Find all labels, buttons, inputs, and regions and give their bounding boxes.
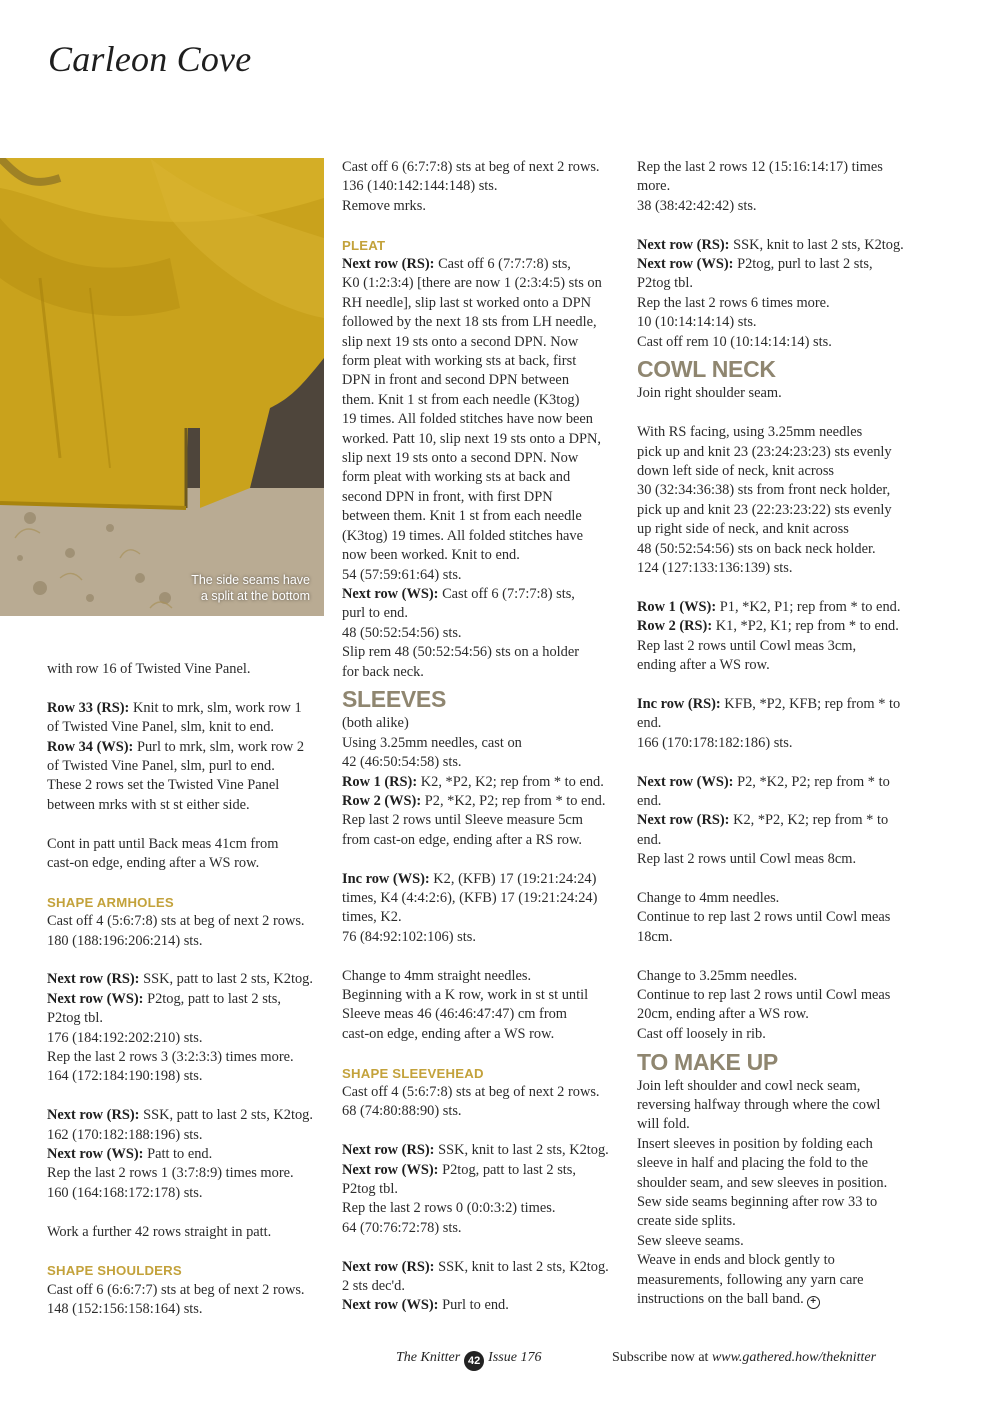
row-instruction bbox=[637, 811, 927, 830]
text-line: 76 (84:92:102:106) sts. bbox=[342, 928, 476, 945]
caption-line: a split at the bottom bbox=[200, 589, 310, 603]
text-line: pick up and knit 23 (22:23:23:22) sts evenly bbox=[637, 501, 892, 518]
row-text: K1, *P2, K1; rep from * to end. bbox=[715, 618, 899, 635]
text-line: from cast-on edge, ending after a RS row. bbox=[342, 831, 583, 848]
issue-number: Issue 176 bbox=[488, 1350, 542, 1365]
text-line: form pleat with working sts at back, first bbox=[342, 353, 577, 370]
row-label: Next row (RS): bbox=[342, 256, 435, 273]
text-line: With RS facing, using 3.25mm needles bbox=[637, 424, 863, 441]
text-line: for back neck. bbox=[342, 663, 424, 680]
text-line: slip next 19 sts onto a second DPN. Now bbox=[342, 333, 579, 350]
text-line: create side splits. bbox=[637, 1213, 736, 1230]
text-line: between mrks with st st either side. bbox=[47, 796, 250, 813]
row-instruction bbox=[342, 792, 622, 811]
text-line: Cast off 6 (6:6:7:7) sts at beg of next 2 rows. bbox=[47, 1281, 305, 1298]
row-instruction bbox=[637, 695, 927, 714]
text-line: DPN in front and second DPN between bbox=[342, 372, 570, 389]
text-line: Sew side seams beginning after row 33 to bbox=[637, 1193, 878, 1210]
text-line: followed by the next 18 sts from LH needle, bbox=[342, 314, 597, 331]
text-line: Insert sleeves in position by folding each bbox=[637, 1135, 873, 1152]
row-instruction bbox=[47, 990, 332, 1009]
row-text: SSK, knit to last 2 sts, K2tog. bbox=[733, 236, 904, 253]
text-line: Work a further 42 rows straight in patt. bbox=[47, 1223, 272, 1240]
row-text: SSK, patt to last 2 sts, K2tog. bbox=[143, 971, 313, 988]
row-text: Knit to mrk, slm, work row 1 bbox=[132, 699, 302, 716]
text-line bbox=[637, 1290, 927, 1309]
text-line: 148 (152:156:158:164) sts. bbox=[47, 1301, 203, 1318]
text-line: second DPN in front, with first DPN bbox=[342, 488, 553, 505]
row-instruction bbox=[342, 1141, 622, 1160]
text-line: sleeve in half and placing the fold to the bbox=[637, 1155, 868, 1172]
text-line: 162 (170:182:188:196) sts. bbox=[47, 1126, 203, 1143]
sweater-illustration bbox=[0, 158, 324, 616]
row-text: SSK, knit to last 2 sts, K2tog. bbox=[438, 1258, 609, 1275]
row-text: Purl to end. bbox=[442, 1297, 509, 1314]
row-label: Inc row (WS): bbox=[342, 870, 430, 887]
row-instruction bbox=[637, 617, 927, 636]
text-line: up right side of neck, and knit across bbox=[637, 521, 849, 538]
text-line: Rep the last 2 rows 1 (3:7:8:9) times more. bbox=[47, 1165, 294, 1182]
text-line: cast-on edge, ending after a WS row. bbox=[47, 855, 260, 872]
text-line: worked. Patt 10, slip next 19 sts onto a DPN, bbox=[342, 430, 602, 447]
subscribe-text: Subscribe now at bbox=[612, 1350, 709, 1365]
row-instruction bbox=[47, 1145, 332, 1164]
row-instruction bbox=[47, 738, 332, 757]
text-line: Rep last 2 rows until Cowl meas 8cm. bbox=[637, 851, 857, 868]
row-label: Next row (RS): bbox=[47, 971, 140, 988]
text-line: 20cm, ending after a WS row. bbox=[637, 1006, 809, 1023]
row-instruction bbox=[342, 255, 622, 274]
text-line: 18cm. bbox=[637, 928, 673, 945]
row-label: Inc row (RS): bbox=[637, 695, 721, 712]
row-label: Row 2 (RS): bbox=[637, 618, 713, 635]
magazine-name: The Knitter bbox=[396, 1350, 461, 1365]
page-number: 42 bbox=[464, 1351, 484, 1371]
page-title: Carleon Cove bbox=[48, 39, 252, 79]
column-3 bbox=[637, 158, 927, 1309]
text-line: Remove mrks. bbox=[342, 197, 426, 214]
row-instruction bbox=[637, 773, 927, 792]
text-line: Cast off 6 (6:7:7:8) sts at beg of next 2 rows. bbox=[342, 159, 600, 175]
text-line: purl to end. bbox=[342, 605, 408, 622]
text-line: Change to 4mm straight needles. bbox=[342, 967, 532, 984]
text-line: reversing halfway through where the cowl bbox=[637, 1096, 881, 1113]
row-instruction bbox=[637, 255, 927, 274]
row-label: Next row (WS): bbox=[637, 256, 734, 273]
column-1 bbox=[47, 660, 332, 1320]
text-line: 136 (140:142:144:148) sts. bbox=[342, 178, 498, 195]
row-label: Next row (RS): bbox=[637, 236, 730, 253]
row-text: P2tog, patt to last 2 sts, bbox=[442, 1161, 576, 1178]
text-line: RH needle], slip last st worked onto a DPN bbox=[342, 294, 592, 311]
text-line: K0 (1:2:3:4) [there are now 1 (2:3:4:5) sts on bbox=[342, 275, 602, 292]
text-line: Join right shoulder seam. bbox=[637, 385, 782, 402]
text-line: Change to 3.25mm needles. bbox=[637, 967, 798, 984]
text-line: shoulder seam, and sew sleeves in position. bbox=[637, 1174, 888, 1191]
row-instruction bbox=[637, 598, 927, 617]
text-line: Continue to rep last 2 rows until Cowl meas bbox=[637, 909, 891, 926]
text-line: (both alike) bbox=[342, 715, 409, 732]
row-text: K2, *P2, K2; rep from * to bbox=[733, 812, 889, 829]
text-line: Cast off 4 (5:6:7:8) sts at beg of next 2 rows. bbox=[342, 1084, 600, 1101]
sweater-photo bbox=[0, 158, 324, 616]
text-line: Cast off loosely in rib. bbox=[637, 1025, 766, 1042]
text-line: slip next 19 sts onto a second DPN. Now bbox=[342, 450, 579, 467]
row-label: Next row (WS): bbox=[342, 585, 439, 602]
text-line: times, K4 (4:4:2:6), (KFB) 17 (19:21:24:24) bbox=[342, 889, 598, 906]
text-line: ending after a WS row. bbox=[637, 657, 770, 674]
text-line: Weave in ends and block gently to bbox=[637, 1252, 835, 1269]
text-line: 2 sts dec'd. bbox=[342, 1278, 405, 1295]
row-label: Next row (WS): bbox=[637, 773, 734, 790]
footer-subscribe bbox=[612, 1350, 876, 1366]
text-line: 166 (170:178:182:186) sts. bbox=[637, 734, 793, 751]
row-instruction bbox=[342, 870, 622, 889]
text-line: P2tog tbl. bbox=[47, 1010, 103, 1027]
text-line: Rep the last 2 rows 0 (0:0:3:2) times. bbox=[342, 1200, 556, 1217]
row-instruction bbox=[342, 1296, 622, 1315]
row-text: P1, *K2, P1; rep from * to end. bbox=[719, 598, 901, 615]
photo-caption bbox=[191, 572, 310, 604]
row-text: KFB, *P2, KFB; rep from * to bbox=[724, 695, 901, 712]
text-line: P2tog tbl. bbox=[342, 1181, 398, 1198]
row-label: Row 33 (RS): bbox=[47, 699, 130, 716]
row-text: P2tog, purl to last 2 sts, bbox=[737, 256, 873, 273]
text-line: 48 (50:52:54:56) sts on back neck holder. bbox=[637, 540, 876, 557]
text-line: 164 (172:184:190:198) sts. bbox=[47, 1068, 203, 1085]
text-line: Cast off rem 10 (10:14:14:14) sts. bbox=[637, 333, 832, 350]
row-label: Next row (WS): bbox=[342, 1297, 439, 1314]
text-line: 30 (32:34:36:38) sts from front neck holder, bbox=[637, 482, 891, 499]
text-line: 38 (38:42:42:42) sts. bbox=[637, 197, 757, 214]
heading-sleeves: SLEEVES bbox=[342, 686, 446, 713]
subheading-shape-sleevehead: SHAPE SLEEVEHEAD bbox=[342, 1065, 484, 1081]
text-line: pick up and knit 23 (23:24:23:23) sts evenly bbox=[637, 443, 892, 460]
row-instruction bbox=[342, 1258, 622, 1277]
text-line: cast-on edge, ending after a WS row. bbox=[342, 1025, 555, 1042]
text-line: Cast off 4 (5:6:7:8) sts at beg of next 2 rows. bbox=[47, 913, 305, 930]
text-line: Rep last 2 rows until Sleeve measure 5cm bbox=[342, 812, 583, 829]
text-line: 160 (164:168:172:178) sts. bbox=[47, 1184, 203, 1201]
text-line: 180 (188:196:206:214) sts. bbox=[47, 932, 203, 949]
text-line-end: instructions on the ball band. bbox=[637, 1291, 804, 1308]
row-instruction bbox=[47, 970, 332, 989]
row-label: Next row (WS): bbox=[342, 1161, 439, 1178]
text-line: with row 16 of Twisted Vine Panel. bbox=[47, 661, 251, 677]
subscribe-link[interactable]: www.gathered.how/theknitter bbox=[711, 1350, 877, 1365]
text-line: times, K2. bbox=[342, 909, 402, 926]
circled-plus-icon: + bbox=[807, 1296, 820, 1309]
row-label: Row 34 (WS): bbox=[47, 738, 134, 755]
text-line: more. bbox=[637, 178, 671, 195]
caption-line: The side seams have bbox=[191, 573, 310, 587]
row-text: SSK, knit to last 2 sts, K2tog. bbox=[438, 1142, 609, 1159]
row-instruction bbox=[342, 585, 622, 604]
row-label: Next row (WS): bbox=[47, 990, 144, 1007]
row-text: P2, *K2, P2; rep from * to end. bbox=[424, 792, 606, 809]
row-label: Row 1 (RS): bbox=[342, 773, 418, 790]
text-line: now been worked. Knit to end. bbox=[342, 547, 520, 564]
row-label: Next row (RS): bbox=[342, 1258, 435, 1275]
text-line: of Twisted Vine Panel, slm, purl to end. bbox=[47, 758, 275, 775]
row-text: Purl to mrk, slm, work row 2 bbox=[136, 738, 305, 755]
text-line: Join left shoulder and cowl neck seam, bbox=[637, 1077, 861, 1094]
row-label: Next row (RS): bbox=[342, 1142, 435, 1159]
row-label: Next row (RS): bbox=[637, 812, 730, 829]
subheading-pleat: PLEAT bbox=[342, 237, 386, 253]
row-instruction bbox=[637, 236, 927, 255]
text-line: 42 (46:50:54:58) sts. bbox=[342, 754, 462, 771]
row-text: SSK, patt to last 2 sts, K2tog. bbox=[143, 1107, 313, 1124]
text-line: Sleeve meas 46 (46:46:47:47) cm from bbox=[342, 1006, 568, 1023]
column-2 bbox=[342, 158, 622, 1316]
text-line: end. bbox=[637, 715, 662, 732]
row-text: Cast off 6 (7:7:7:8) sts, bbox=[438, 256, 571, 273]
row-label: Row 1 (WS): bbox=[637, 598, 717, 615]
text-line: Rep the last 2 rows 12 (15:16:14:17) times bbox=[637, 159, 883, 175]
text-line: Rep last 2 rows until Cowl meas 3cm, bbox=[637, 637, 857, 654]
text-line: 124 (127:133:136:139) sts. bbox=[637, 560, 793, 577]
text-line: end. bbox=[637, 792, 662, 809]
text-line: them. Knit 1 st from each needle (K3tog) bbox=[342, 391, 580, 408]
text-line: Slip rem 48 (50:52:54:56) sts on a holder bbox=[342, 644, 580, 661]
text-line: down left side of neck, knit across bbox=[637, 463, 835, 480]
row-text: Patt to end. bbox=[147, 1146, 213, 1163]
text-line: 10 (10:14:14:14) sts. bbox=[637, 314, 757, 331]
text-line: measurements, following any yarn care bbox=[637, 1271, 864, 1288]
row-label: Next row (RS): bbox=[47, 1107, 140, 1124]
row-label: Row 2 (WS): bbox=[342, 792, 422, 809]
text-line: will fold. bbox=[637, 1116, 690, 1133]
text-line: between them. Knit 1 st from each needle bbox=[342, 508, 582, 525]
text-line: 54 (57:59:61:64) sts. bbox=[342, 566, 462, 583]
row-text: K2, *P2, K2; rep from * to end. bbox=[420, 773, 604, 790]
row-text: P2tog, patt to last 2 sts, bbox=[147, 990, 281, 1007]
text-line: These 2 rows set the Twisted Vine Panel bbox=[47, 777, 280, 794]
text-line: Change to 4mm needles. bbox=[637, 889, 780, 906]
text-line: 19 times. All folded stitches have now been bbox=[342, 411, 593, 428]
footer-magazine bbox=[396, 1350, 541, 1371]
text-line: 68 (74:80:88:90) sts. bbox=[342, 1103, 462, 1120]
text-line: Rep the last 2 rows 6 times more. bbox=[637, 294, 830, 311]
row-instruction bbox=[47, 1106, 332, 1125]
row-text: Cast off 6 (7:7:7:8) sts, bbox=[442, 585, 575, 602]
text-line: Rep the last 2 rows 3 (3:2:3:3) times more. bbox=[47, 1049, 294, 1066]
row-instruction bbox=[47, 699, 332, 718]
text-line: 64 (70:76:72:78) sts. bbox=[342, 1219, 462, 1236]
text-line: form pleat with working sts at back and bbox=[342, 469, 571, 486]
text-line: Beginning with a K row, work in st st until bbox=[342, 987, 589, 1003]
subheading-shape-shoulders: SHAPE SHOULDERS bbox=[47, 1263, 182, 1279]
text-line: Using 3.25mm needles, cast on bbox=[342, 734, 522, 751]
row-instruction bbox=[342, 773, 622, 792]
text-line: P2tog tbl. bbox=[637, 275, 693, 292]
row-text: K2, (KFB) 17 (19:21:24:24) bbox=[433, 870, 597, 887]
row-instruction bbox=[342, 1161, 622, 1180]
text-line: Sew sleeve seams. bbox=[637, 1232, 744, 1249]
text-line: 48 (50:52:54:56) sts. bbox=[342, 624, 462, 641]
subheading-shape-armholes: SHAPE ARMHOLES bbox=[47, 894, 174, 910]
row-label: Next row (WS): bbox=[47, 1146, 144, 1163]
heading-cowl-neck: COWL NECK bbox=[637, 356, 776, 383]
heading-to-make-up: TO MAKE UP bbox=[637, 1048, 778, 1075]
text-line: Continue to rep last 2 rows until Cowl meas bbox=[637, 986, 891, 1003]
text-line: of Twisted Vine Panel, slm, knit to end. bbox=[47, 719, 275, 736]
text-line: end. bbox=[637, 831, 662, 848]
text-line: 176 (184:192:202:210) sts. bbox=[47, 1029, 203, 1046]
text-line: (K3tog) 19 times. All folded stitches have bbox=[342, 527, 584, 544]
row-text: P2, *K2, P2; rep from * to bbox=[737, 773, 890, 790]
text-line: Cont in patt until Back meas 41cm from bbox=[47, 835, 279, 852]
